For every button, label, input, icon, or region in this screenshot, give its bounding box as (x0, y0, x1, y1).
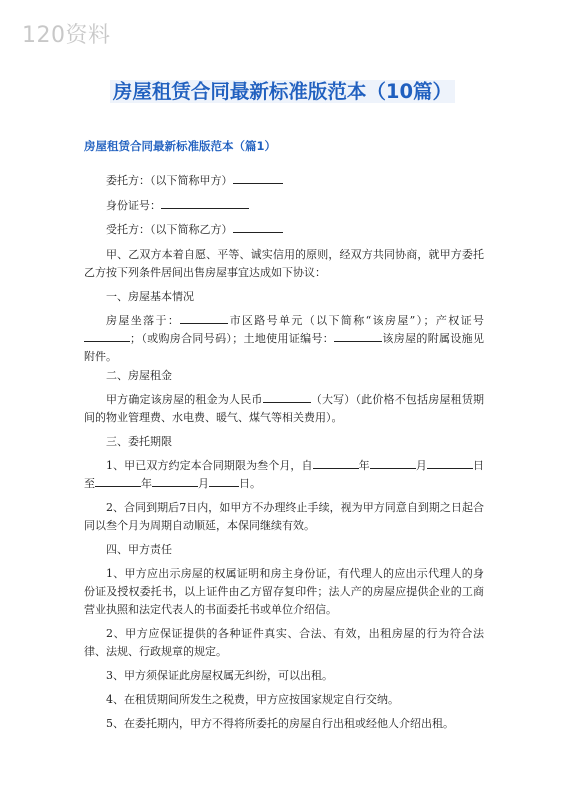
watermark-logo: 120资料 (22, 23, 111, 48)
section-subtitle: 房屋租赁合同最新标准版范本（篇1） (84, 139, 276, 153)
party-a-duty-2: 2、甲方应保证提供的各种证件真实、合法、有效，出租房屋的行为符合法律、法规、行政规章的规定。 (84, 627, 484, 658)
rent-paragraph: 甲方确定该房屋的租金为人民币 （大写）（此价格不包括房屋租赁期间的物业管理费、水电费、暖气、煤气等相关费用）。 (84, 393, 485, 424)
section-heading-1: 一、房屋基本情况 (106, 290, 194, 303)
section-heading-3: 三、委托期限 (106, 435, 172, 448)
property-info-paragraph: 房屋坐落于： 市区路号单元（以下简称“该房屋”）；产权证号；（或购房合同号码）；土地使用证编号： 该房屋的附属设施见附件。 (84, 314, 485, 363)
document-title: 房屋租赁合同最新标准版范本（10篇） (0, 76, 565, 104)
section-heading-2: 二、房屋租金 (106, 369, 172, 382)
preamble-paragraph: 甲、乙双方本着自愿、平等、诚实信用的原则，经双方共同协商，就甲方委托乙方按下列条件居间出售房屋事宜达成如下协议： (84, 248, 484, 279)
renewal-paragraph: 2、合同到期后7日内，如甲方不办理终止手续，视为甲方同意自到期之日起合同以叁个月为周期自动顺延，本保同继续有效。 (84, 501, 484, 532)
party-a-duty-4: 4、在租赁期间所发生之税费，甲方应按国家规定自行交纳。 (106, 693, 399, 706)
term-paragraph: 1、甲已双方约定本合同期限为叁个月，自 年 月 日至 年 月 日。 (84, 459, 485, 490)
party-a-duty-1: 1、甲方应出示房屋的权属证明和房主身份证，有代理人的应出示代理人的身份证及授权委托书，以上证件由乙方留存复印件；法人产的房屋应提供企业的工商营业执照和法定代表人的书面委托书或单位介绍信。 (84, 567, 484, 616)
party-a-duty-5: 5、在委托期内，甲方不得将所委托的房屋自行出租或经他人介绍出租。 (106, 717, 454, 730)
agent-line: 受托方：（以下简称乙方） (84, 221, 484, 239)
principal-line: 委托方：（以下简称甲方） (84, 172, 484, 190)
section-heading-4: 四、甲方责任 (106, 543, 172, 556)
id-number-line: 身份证号： (84, 197, 484, 215)
party-a-duty-3: 3、甲方须保证此房屋权属无纠纷，可以出租。 (106, 669, 333, 682)
